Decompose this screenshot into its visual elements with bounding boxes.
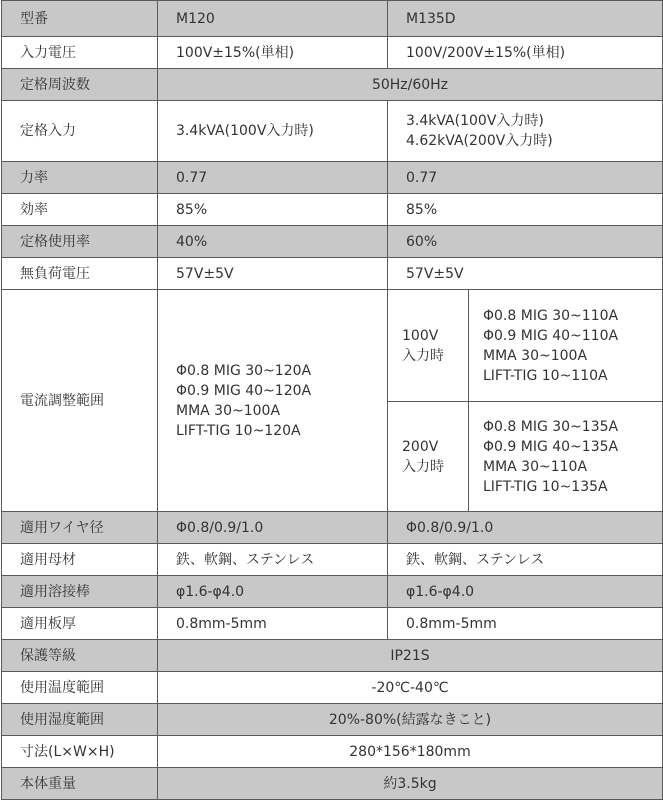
label-base-material: 適用母材 bbox=[2, 544, 158, 576]
protection-value: IP21S bbox=[158, 640, 663, 672]
m120-plate-thickness: 0.8mm-5mm bbox=[158, 608, 388, 640]
label-input-voltage: 入力電圧 bbox=[2, 37, 158, 69]
row-rated-input bbox=[2, 101, 663, 162]
row-current-range-100v bbox=[2, 290, 663, 402]
model-m135d: M135D bbox=[388, 1, 663, 37]
label-200v: 200V bbox=[402, 438, 439, 455]
label-200v-input bbox=[388, 402, 469, 512]
label-100v-suffix: 入力時 bbox=[402, 347, 444, 364]
m135d-efficiency: 85% bbox=[388, 194, 663, 226]
label-power-factor: 力率 bbox=[2, 162, 158, 194]
label-temperature: 使用温度範囲 bbox=[2, 672, 158, 704]
m120-duty-cycle: 40% bbox=[158, 226, 388, 258]
label-model: 型番 bbox=[2, 1, 158, 37]
label-efficiency: 効率 bbox=[2, 194, 158, 226]
row-no-load-voltage bbox=[2, 258, 663, 290]
label-no-load-voltage: 無負荷電圧 bbox=[2, 258, 158, 290]
label-plate-thickness: 適用板厚 bbox=[2, 608, 158, 640]
m120-base-material: 鉄、軟鋼、ステンレス bbox=[158, 544, 388, 576]
m135d-input-voltage: 100V/200V±15%(単相) bbox=[388, 37, 663, 69]
label-100v: 100V bbox=[402, 327, 439, 344]
m135d-200v-tig: LIFT-TIG 10~135A bbox=[483, 478, 608, 495]
m135d-current-range-200v bbox=[469, 402, 663, 512]
spec-table bbox=[1, 0, 663, 800]
m135d-power-factor: 0.77 bbox=[388, 162, 663, 194]
m135d-no-load-voltage: 57V±5V bbox=[388, 258, 663, 290]
m135d-wire-diameter: Φ0.8/0.9/1.0 bbox=[388, 512, 663, 544]
m120-no-load-voltage: 57V±5V bbox=[158, 258, 388, 290]
model-m120: M120 bbox=[158, 1, 388, 37]
row-protection bbox=[2, 640, 663, 672]
label-duty-cycle: 定格使用率 bbox=[2, 226, 158, 258]
m135d-200v-mig08: Φ0.8 MIG 30~135A bbox=[483, 418, 619, 435]
row-rated-frequency bbox=[2, 69, 663, 101]
m120-wire-diameter: Φ0.8/0.9/1.0 bbox=[158, 512, 388, 544]
row-weight bbox=[2, 768, 663, 800]
humidity-value: 20%-80%(結露なきこと) bbox=[158, 704, 663, 736]
m120-range-mig09: Φ0.9 MIG 40~120A bbox=[176, 382, 312, 399]
m135d-rated-input bbox=[388, 101, 663, 162]
m135d-rated-input-100v: 3.4kVA(100V入力時) bbox=[406, 113, 544, 129]
m120-current-range bbox=[158, 290, 388, 512]
m120-efficiency: 85% bbox=[158, 194, 388, 226]
weight-value: 約3.5kg bbox=[158, 768, 663, 800]
row-power-factor bbox=[2, 162, 663, 194]
m135d-current-range-100v bbox=[469, 290, 663, 402]
m120-rated-input: 3.4kVA(100V入力時) bbox=[158, 101, 388, 162]
row-electrode bbox=[2, 576, 663, 608]
m135d-100v-mma: MMA 30~100A bbox=[483, 347, 588, 364]
row-efficiency bbox=[2, 194, 663, 226]
row-wire-diameter bbox=[2, 512, 663, 544]
row-model bbox=[2, 1, 663, 37]
m120-range-tig: LIFT-TIG 10~120A bbox=[176, 422, 301, 439]
m120-range-mma: MMA 30~100A bbox=[176, 402, 281, 419]
m135d-duty-cycle: 60% bbox=[388, 226, 663, 258]
row-duty-cycle bbox=[2, 226, 663, 258]
m135d-electrode: φ1.6-φ4.0 bbox=[388, 576, 663, 608]
m120-power-factor: 0.77 bbox=[158, 162, 388, 194]
label-wire-diameter: 適用ワイヤ径 bbox=[2, 512, 158, 544]
label-200v-suffix: 入力時 bbox=[402, 458, 444, 475]
m135d-200v-mma: MMA 30~110A bbox=[483, 458, 588, 475]
row-dimensions bbox=[2, 736, 663, 768]
dimensions-value: 280*156*180mm bbox=[158, 736, 663, 768]
m135d-100v-mig08: Φ0.8 MIG 30~110A bbox=[483, 307, 619, 324]
m120-range-mig08: Φ0.8 MIG 30~120A bbox=[176, 362, 312, 379]
row-plate-thickness bbox=[2, 608, 663, 640]
m135d-plate-thickness: 0.8mm-5mm bbox=[388, 608, 663, 640]
m135d-200v-mig09: Φ0.9 MIG 40~135A bbox=[483, 438, 619, 455]
rated-frequency-value: 50Hz/60Hz bbox=[158, 69, 663, 101]
row-temperature bbox=[2, 672, 663, 704]
m135d-100v-mig09: Φ0.9 MIG 40~110A bbox=[483, 327, 619, 344]
label-dimensions: 寸法(L×W×H) bbox=[2, 736, 158, 768]
label-current-range: 電流調整範囲 bbox=[2, 290, 158, 512]
label-100v-input bbox=[388, 290, 469, 402]
m120-input-voltage: 100V±15%(単相) bbox=[158, 37, 388, 69]
m135d-100v-tig: LIFT-TIG 10~110A bbox=[483, 367, 608, 384]
m135d-rated-input-200v: 4.62kVA(200V入力時) bbox=[406, 133, 553, 149]
label-weight: 本体重量 bbox=[2, 768, 158, 800]
label-rated-input: 定格入力 bbox=[2, 101, 158, 162]
label-rated-frequency: 定格周波数 bbox=[2, 69, 158, 101]
row-base-material bbox=[2, 544, 663, 576]
label-humidity: 使用湿度範囲 bbox=[2, 704, 158, 736]
label-protection: 保護等級 bbox=[2, 640, 158, 672]
row-humidity bbox=[2, 704, 663, 736]
m120-electrode: φ1.6-φ4.0 bbox=[158, 576, 388, 608]
temperature-value: -20℃-40℃ bbox=[158, 672, 663, 704]
label-electrode: 適用溶接棒 bbox=[2, 576, 158, 608]
m135d-base-material: 鉄、軟鋼、ステンレス bbox=[388, 544, 663, 576]
row-input-voltage bbox=[2, 37, 663, 69]
